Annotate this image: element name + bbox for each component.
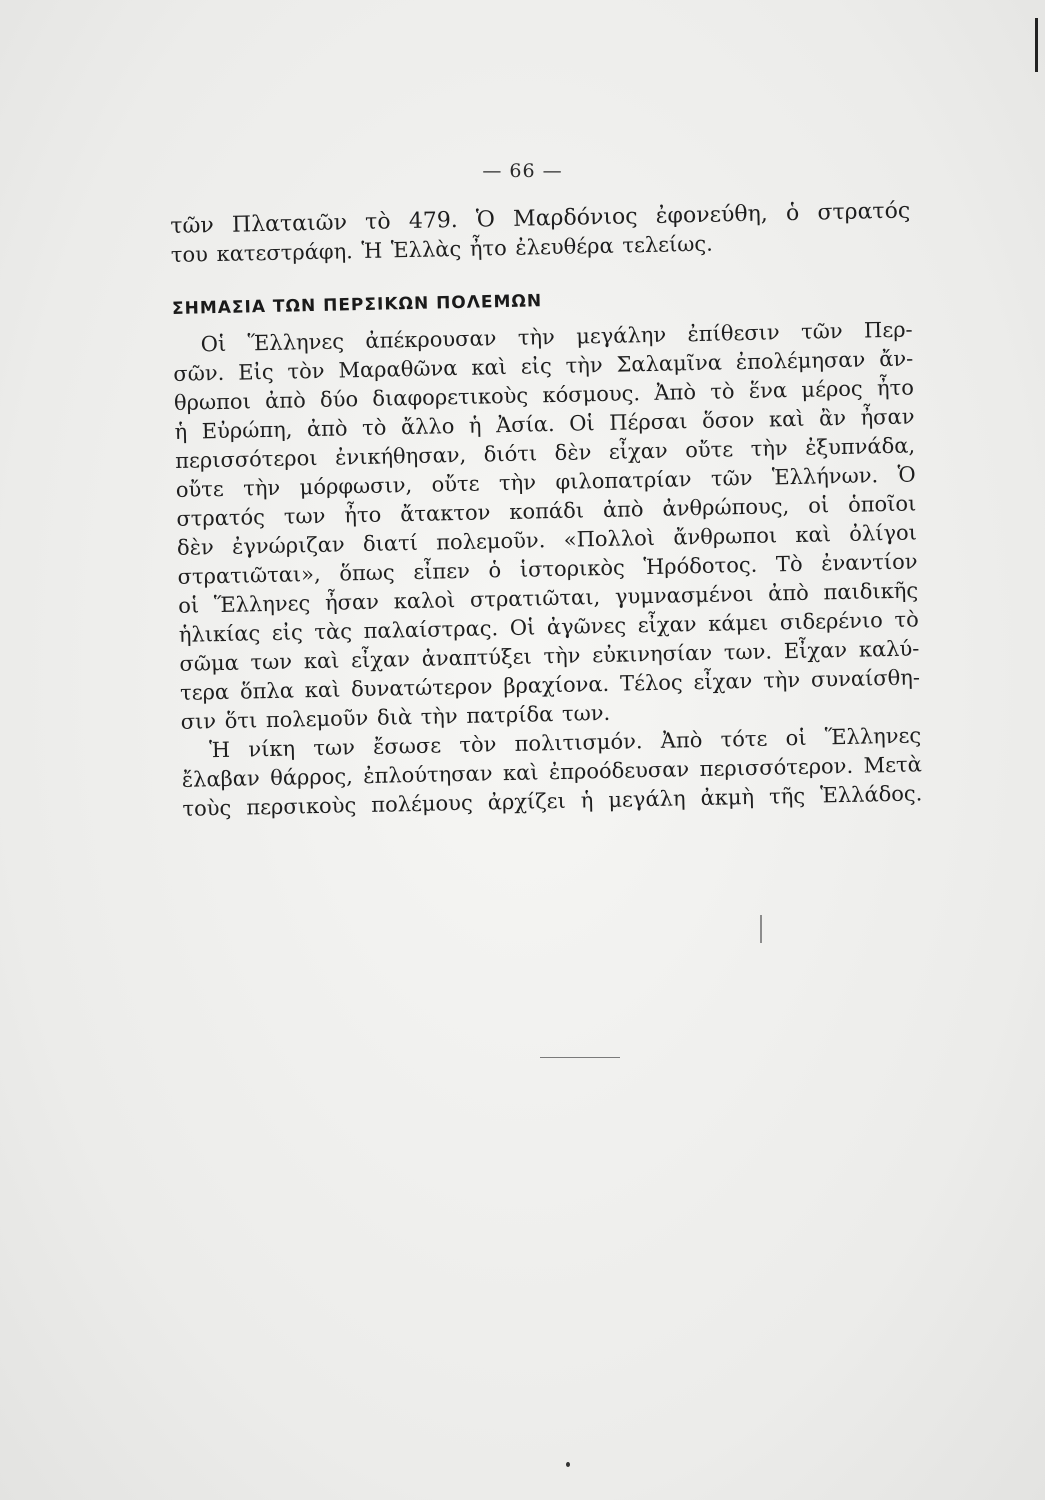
page-number: — 66 — (482, 160, 563, 182)
paragraph-line: Ἡ νίκη των ἔσωσε τὸν πολιτισμόν. Ἀπὸ τότε οἱ Ἕλληνες (209, 723, 922, 763)
scan-artifact-mark (760, 915, 762, 943)
text-block (170, 197, 923, 824)
paragraph-line: στρατός των ἦτο ἄτακτον κοπάδι ἀπὸ ἀνθρώπους, οἱ ὁποῖοι (176, 491, 917, 531)
section-end-rule (540, 1057, 620, 1058)
opening-line: του κατεστράφη. Ἡ Ἑλλὰς ἦτο ἐλευθέρα τελείως. (170, 231, 714, 267)
paragraph-line: Οἱ Ἕλληνες ἀπέκρουσαν τὴν μεγάλην ἐπίθεσιν τῶν Περ- (200, 317, 913, 357)
paragraph-line: στρατιῶται», ὅπως εἶπεν ὁ ἱστορικὸς Ἡρόδοτος. Τὸ ἐναντίον (177, 549, 918, 589)
paragraph-line: περισσότεροι ἐνικήθησαν, διότι δὲν εἶχαν οὔτε τὴν ἐξυπνάδα, (174, 433, 916, 473)
paragraph-line: ἔλαβαν θάρρος, ἐπλούτησαν καὶ ἐπροόδευσαν περισσότερον. Μετὰ (181, 752, 922, 792)
paragraph-line: θρωποι ἀπὸ δύο διαφορετικοὺς κόσμους. Ἀπὸ τὸ ἕνα μέρος ἦτο (173, 375, 915, 415)
paragraph-line: τοὺς περσικοὺς πολέμους ἀρχίζει ἡ μεγάλη ἀκμὴ τῆς Ἑλλάδος. (182, 781, 923, 821)
paragraph-line: ἡ Εὐρώπη, ἀπὸ τὸ ἄλλο ἡ Ἀσία. Οἱ Πέρσαι ὅσον καὶ ἂν ἦσαν (174, 404, 915, 444)
section-heading: ΣΗΜΑΣΙΑ ΤΩΝ ΠΕΡΣΙΚΩΝ ΠΟΛΕΜΩΝ (171, 291, 543, 319)
ink-dot (566, 1462, 570, 1467)
paragraph-line: οἱ Ἕλληνες ἦσαν καλοὶ στρατιῶται, γυμνασμένοι ἀπὸ παιδικῆς (178, 578, 919, 618)
scan-edge-mark (1035, 18, 1038, 72)
paragraph-line: ἡλικίας εἰς τὰς παλαίστρας. Οἱ ἀγῶνες εἶχαν κάμει σιδερένιο τὸ (178, 607, 919, 647)
paragraph-line: σῶμα των καὶ εἶχαν ἀναπτύξει τὴν εὐκινησίαν των. Εἶχαν καλύ- (179, 636, 920, 676)
paragraph-line: σῶν. Εἰς τὸν Μαραθῶνα καὶ εἰς τὴν Σαλαμῖνα ἐπολέμησαν ἄν- (173, 346, 914, 386)
paragraph-line: οὔτε τὴν μόρφωσιν, οὔτε τὴν φιλοπατρίαν τῶν Ἑλλήνων. Ὁ (175, 462, 916, 502)
paragraph-line: τερα ὅπλα καὶ δυνατώτερον βραχίονα. Τέλος εἶχαν τὴν συναίσθη- (179, 665, 921, 705)
paragraph-line: σιν ὅτι πολεμοῦν διὰ τὴν πατρίδα των. (180, 700, 611, 734)
opening-line: τῶν Πλαταιῶν τὸ 479. Ὁ Μαρδόνιος ἐφονεύθη, ὁ στρατός (170, 198, 911, 239)
paragraph-line: δὲν ἐγνώριζαν διατί πολεμοῦν. «Πολλοὶ ἄνθρωποι καὶ ὀλίγοι (176, 520, 918, 560)
